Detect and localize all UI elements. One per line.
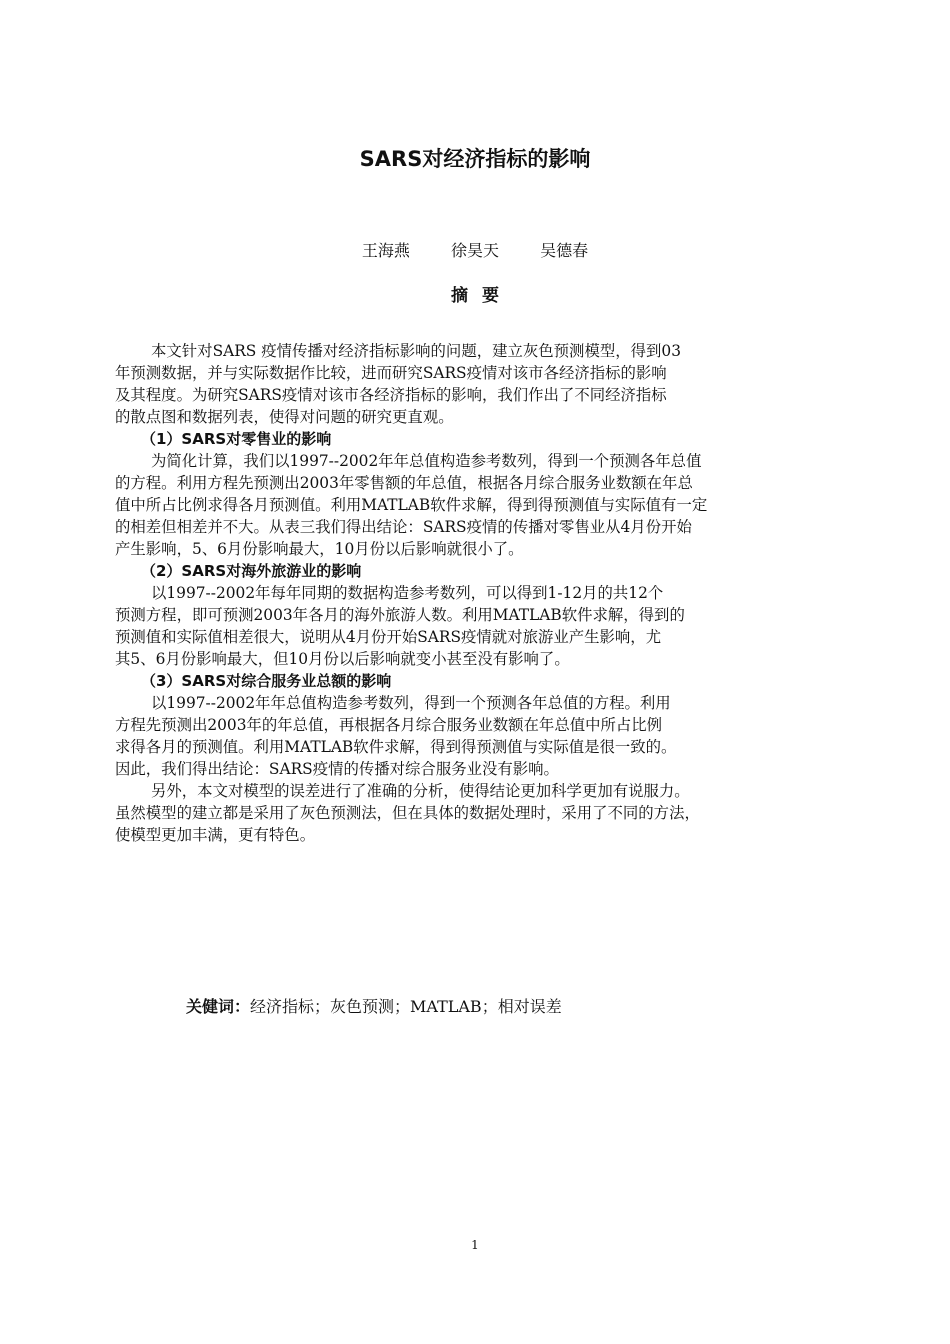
abstract-line: 以1997--2002年每年同期的数据构造参考数列，可以得到1-12月的共12个: [151, 584, 664, 602]
author-name: 吴德春: [540, 241, 589, 260]
paper-title: SARS对经济指标的影响: [359, 147, 591, 171]
abstract-line: 预测方程，即可预测2003年各月的海外旅游人数。利用MATLAB软件求解，得到的: [115, 606, 685, 624]
abstract-line: 值中所占比例求得各月预测值。利用MATLAB软件求解，得到得预测值与实际值有一定: [115, 496, 708, 514]
author-name: 徐昊天: [450, 241, 499, 260]
abstract-line: 的散点图和数据列表，使得对问题的研究更直观。: [115, 408, 454, 426]
keywords: [186, 994, 562, 1017]
abstract-line: 产生影响，5、6月份影响最大，10月份以后影响就很小了。: [115, 540, 524, 558]
section-heading: （1）SARS对零售业的影响: [141, 430, 332, 448]
abstract-line: 本文针对SARS 疫情传播对经济指标影响的问题，建立灰色预测模型，得到03: [151, 342, 681, 360]
abstract-body: [115, 340, 875, 846]
abstract-line: 以1997--2002年年总值构造参考数列，得到一个预测各年总值的方程。利用: [151, 694, 671, 712]
abstract-line: 及其程度。为研究SARS疫情对该市各经济指标的影响，我们作出了不同经济指标: [115, 386, 667, 404]
abstract-line: 另外，本文对模型的误差进行了准确的分析，使得结论更加科学更加有说服力。: [151, 782, 690, 800]
author-list: [0, 238, 950, 261]
abstract-line: 求得各月的预测值。利用MATLAB软件求解，得到得预测值与实际值是很一致的。: [115, 738, 677, 756]
abstract-line: 使模型更加丰满，更有特色。: [115, 826, 316, 844]
abstract-line: 虽然模型的建立都是采用了灰色预测法，但在具体的数据处理时，采用了不同的方法，: [115, 804, 700, 822]
keywords-value: 经济指标；灰色预测；MATLAB；相对误差: [250, 997, 562, 1016]
abstract-line: 因此，我们得出结论：SARS疫情的传播对综合服务业没有影响。: [115, 760, 559, 778]
abstract-line: 方程先预测出2003年的年总值，再根据各月综合服务业数额在年总值中所占比例: [115, 716, 663, 734]
abstract-line: 年预测数据，并与实际数据作比较，进而研究SARS疫情对该市各经济指标的影响: [115, 364, 667, 382]
section-heading: （2）SARS对海外旅游业的影响: [141, 562, 362, 580]
abstract-heading: 摘要: [451, 286, 513, 306]
author-name: 王海燕: [361, 241, 410, 260]
abstract-line: 预测值和实际值相差很大，说明从4月份开始SARS疫情就对旅游业产生影响，尤: [115, 628, 662, 646]
abstract-line: 的方程。利用方程先预测出2003年零售额的年总值，根据各月综合服务业数额在年总: [115, 474, 693, 492]
abstract-line: 的相差但相差并不大。从表三我们得出结论：SARS疫情的传播对零售业从4月份开始: [115, 518, 692, 536]
page-number: 1: [471, 1238, 479, 1252]
abstract-line: 其5、6月份影响最大，但10月份以后影响就变小甚至没有影响了。: [115, 650, 570, 668]
section-heading: （3）SARS对综合服务业总额的影响: [141, 672, 392, 690]
abstract-line: 为简化计算，我们以1997--2002年年总值构造参考数列，得到一个预测各年总值: [151, 452, 702, 470]
keywords-label: 关健词：: [186, 997, 251, 1016]
